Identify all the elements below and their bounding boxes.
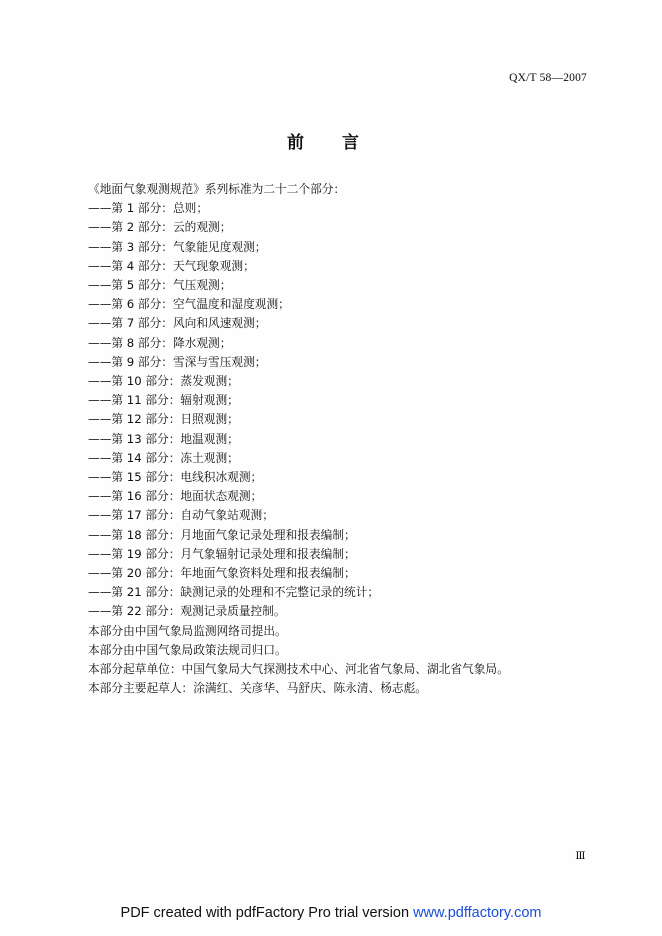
- body-line: ——第 3 部分：气象能见度观测；: [88, 239, 267, 254]
- body-line: 本部分由中国气象局监测网络司提出。: [88, 623, 287, 638]
- body-line: 本部分起草单位：中国气象局大气探测技术中心、河北省气象局、湖北省气象局。: [88, 662, 509, 677]
- body-line: ——第 11 部分：辐射观测；: [88, 393, 239, 408]
- body-line: ——第 15 部分：电线积冰观测；: [88, 470, 263, 485]
- body-line: 本部分由中国气象局政策法规司归口。: [88, 642, 287, 657]
- body-line: ——第 4 部分：天气现象观测；: [88, 258, 255, 273]
- body-line: ——第 6 部分：空气温度和湿度观测；: [88, 297, 290, 312]
- body-line: ——第 18 部分：月地面气象记录处理和报表编制；: [88, 527, 356, 542]
- body-line: ——第 2 部分：云的观测；: [88, 220, 232, 235]
- body-line: ——第 17 部分：自动气象站观测；: [88, 508, 274, 523]
- body-line: ——第 16 部分：地面状态观测；: [88, 489, 263, 504]
- body-line: ——第 5 部分：气压观测；: [88, 278, 232, 293]
- page-number: Ⅲ: [575, 851, 586, 862]
- body-line: ——第 21 部分：缺测记录的处理和不完整记录的统计；: [88, 585, 380, 600]
- body-line: 本部分主要起草人：涂满红、关彦华、马舒庆、陈永清、杨志彪。: [88, 681, 427, 696]
- body-line: ——第 10 部分：蒸发观测；: [88, 374, 239, 389]
- body-line: ——第 13 部分：地温观测；: [88, 431, 239, 446]
- body-line: ——第 1 部分：总则；: [88, 201, 209, 216]
- body-line: ——第 7 部分：风向和风速观测；: [88, 316, 267, 331]
- body-line: 《地面气象观测规范》系列标准为二十二个部分：: [88, 182, 346, 196]
- body-line: ——第 8 部分：降水观测；: [88, 335, 232, 350]
- standard-code-header: QX/T 58—2007: [509, 72, 587, 84]
- body-line: ——第 9 部分：雪深与雪压观测；: [88, 354, 267, 369]
- body-line: ——第 22 部分：观测记录质量控制。: [88, 604, 286, 619]
- body-line: ——第 14 部分：冻土观测；: [88, 450, 239, 465]
- body-line: ——第 20 部分：年地面气象资料处理和报表编制；: [88, 566, 356, 581]
- pdf-footer-notice: [0, 905, 662, 921]
- body-line: ——第 12 部分：日照观测；: [88, 412, 239, 427]
- pdffactory-link[interactable]: www.pdffactory.com: [413, 905, 542, 921]
- foreword-body: [88, 180, 588, 698]
- footer-text: PDF created with pdfFactory Pro trial version: [120, 905, 414, 921]
- page-title: 前 言: [287, 133, 375, 153]
- body-line: ——第 19 部分：月气象辐射记录处理和报表编制；: [88, 546, 356, 561]
